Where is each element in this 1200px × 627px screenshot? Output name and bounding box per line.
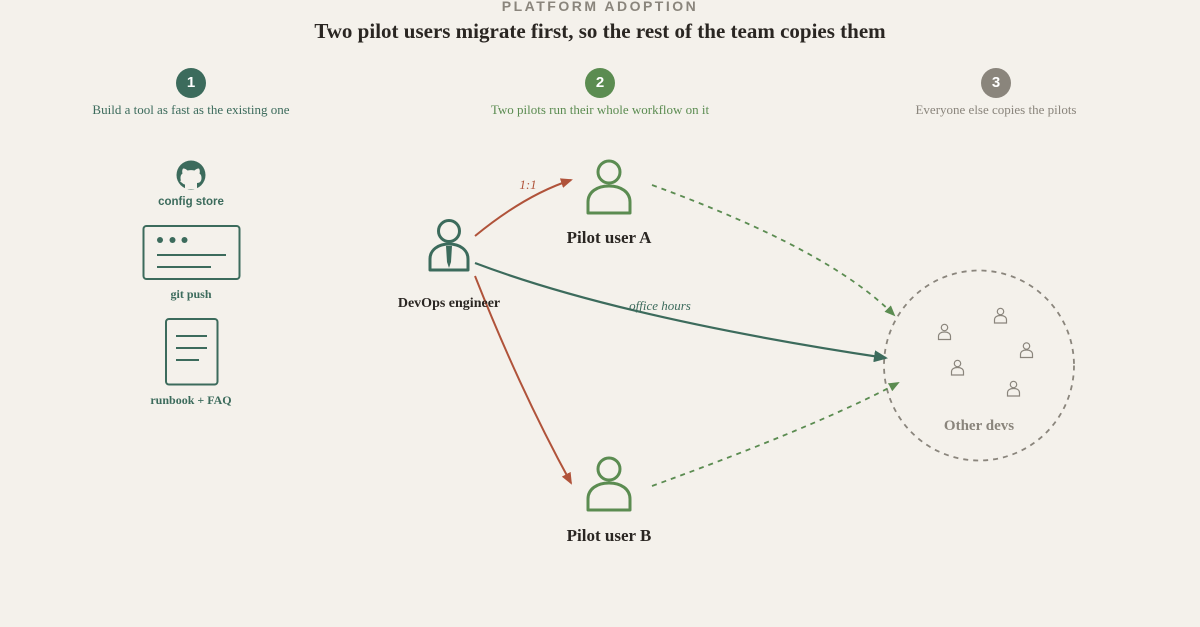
small-devs-group [939,308,1033,396]
git-push-label: git push [170,287,212,301]
small-person-icon [995,308,1007,323]
pilot-user-a-icon [588,161,630,213]
step-1-badge: 1 [176,68,206,98]
small-person-icon [952,360,964,375]
devops-engineer-icon [430,221,468,271]
other-devs-label: Other devs [943,418,1015,434]
small-person-icon [1008,381,1020,396]
devops-engineer-label: DevOps engineer [397,296,501,311]
edge-pilot-b-to-other-devs [652,383,898,486]
edge-pilot-a-to-other-devs [652,185,894,315]
pilot-user-b-label: Pilot user B [566,526,652,545]
github-icon [177,161,206,190]
step-3-text: Everyone else copies the pilots [915,102,1077,117]
edge-label-office-hours: office hours [629,298,691,313]
small-person-icon [1021,343,1033,358]
small-person-icon [939,324,951,339]
document-icon [166,319,218,385]
step-3-badge: 3 [981,68,1011,98]
terminal-window-icon [144,226,240,279]
step-2-text: Two pilots run their whole workflow on it [490,102,710,117]
runbook-label: runbook + FAQ [150,393,232,407]
step-2-badge: 2 [585,68,615,98]
pilot-user-b-icon [588,458,630,510]
kicker-label: PLATFORM ADOPTION [501,0,699,14]
edge-label-one-on-one: 1:1 [519,177,537,192]
config-store-label: config store [158,196,224,208]
step-1-text: Build a tool as fast as the existing one [92,102,290,117]
page-title: Two pilot users migrate first, so the rest of the team copies them [314,19,886,43]
pilot-user-a-label: Pilot user A [566,228,652,247]
